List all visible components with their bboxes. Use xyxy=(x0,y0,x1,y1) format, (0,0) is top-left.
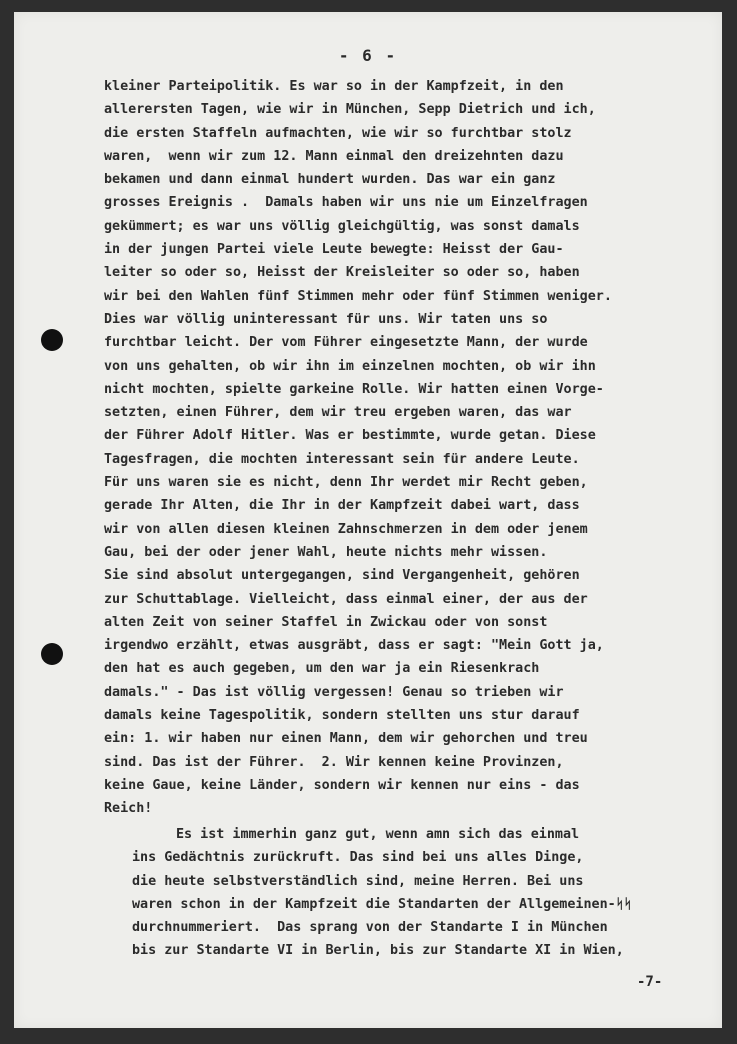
text-line: keine Gaue, keine Länder, sondern wir kennen nur eins - das xyxy=(104,777,580,793)
paragraph-1 xyxy=(104,75,704,821)
text-line: bis zur Standarte VI in Berlin, bis zur Standarte XI in Wien, xyxy=(132,943,624,959)
text-line: setzten, einen Führer, dem wir treu ergeben waren, das war xyxy=(104,405,572,421)
text-line: nicht mochten, spielte garkeine Rolle. Wir hatten einen Vorge- xyxy=(104,381,604,397)
next-page-marker: -7- xyxy=(637,974,663,990)
text-line: Es ist immerhin ganz gut, wenn amn sich das einmal xyxy=(176,827,580,842)
text-line: Gau, bei der oder jener Wahl, heute nichts mehr wissen. xyxy=(104,544,548,560)
text-line: sind. Das ist der Führer. 2. Wir kennen keine Provinzen, xyxy=(104,754,564,770)
text-line: leiter so oder so, Heisst der Kreisleiter so oder so, haben xyxy=(104,265,580,281)
text-line: Dies war völlig uninteressant für uns. Wir taten uns so xyxy=(104,311,548,327)
page-number: - 6 - xyxy=(338,46,398,65)
text-line: zur Schuttablage. Vielleicht, dass einmal einer, der aus der xyxy=(104,591,588,607)
text-line: waren schon in der Kampfzeit die Standarten der Allgemeinen-ᛋᛋ xyxy=(132,896,632,912)
text-line: die ersten Staffeln aufmachten, wie wir so furchtbar stolz xyxy=(104,125,572,141)
text-line: bekamen und dann einmal hundert wurden. Das war ein ganz xyxy=(104,172,556,188)
text-line: die heute selbstverständlich sind, meine Herren. Bei uns xyxy=(132,873,584,889)
text-line: Tagesfragen, die mochten interessant sein für andere Leute. xyxy=(104,451,580,467)
text-line: ein: 1. wir haben nur einen Mann, dem wir gehorchen und treu xyxy=(104,731,588,747)
punch-hole-top xyxy=(41,329,63,351)
text-line: ins Gedächtnis zurückruft. Das sind bei uns alles Dinge, xyxy=(132,850,584,866)
text-line: alten Zeit von seiner Staffel in Zwickau oder von sonst xyxy=(104,614,548,630)
text-line: wir bei den Wahlen fünf Stimmen mehr oder fünf Stimmen weniger. xyxy=(104,288,612,304)
text-line: gerade Ihr Alten, die Ihr in der Kampfzeit dabei wart, dass xyxy=(104,498,580,514)
text-line: allerersten Tagen, wie wir in München, Sepp Dietrich und ich, xyxy=(104,102,596,118)
text-line: furchtbar leicht. Der vom Führer eingesetzte Mann, der wurde xyxy=(104,335,588,351)
text-line: von uns gehalten, ob wir ihn im einzelnen mochten, ob wir ihn xyxy=(104,358,596,374)
text-line: Sie sind absolut untergegangen, sind Vergangenheit, gehören xyxy=(104,568,580,584)
text-line: den hat es auch gegeben, um den war ja ein Riesenkrach xyxy=(104,661,540,677)
text-line: der Führer Adolf Hitler. Was er bestimmte, wurde getan. Diese xyxy=(104,428,596,444)
text-line: kleiner Parteipolitik. Es war so in der Kampfzeit, in den xyxy=(104,79,564,94)
text-line: in der jungen Partei viele Leute bewegte: Heisst der Gau- xyxy=(104,242,564,258)
text-line: waren, wenn wir zum 12. Mann einmal den dreizehnten dazu xyxy=(104,148,564,164)
text-line: durchnummeriert. Das sprang von der Standarte I in München xyxy=(132,920,608,936)
text-line: damals keine Tagespolitik, sondern stellten uns stur darauf xyxy=(104,708,580,724)
text-line: irgendwo erzählt, etwas ausgräbt, dass er sagt: "Mein Gott ja, xyxy=(104,638,604,654)
text-line: grosses Ereignis . Damals haben wir uns nie um Einzelfragen xyxy=(104,195,588,211)
text-line: damals." - Das ist völlig vergessen! Genau so trieben wir xyxy=(104,684,564,700)
punch-hole-bottom xyxy=(41,643,63,665)
text-line: wir von allen diesen kleinen Zahnschmerzen in dem oder jenem xyxy=(104,521,588,537)
text-line: Reich! xyxy=(104,801,153,817)
text-line: Für uns waren sie es nicht, denn Ihr werdet mir Recht geben, xyxy=(104,475,588,491)
text-line: gekümmert; es war uns völlig gleichgültig, was sonst damals xyxy=(104,218,580,234)
paragraph-2 xyxy=(132,823,712,963)
